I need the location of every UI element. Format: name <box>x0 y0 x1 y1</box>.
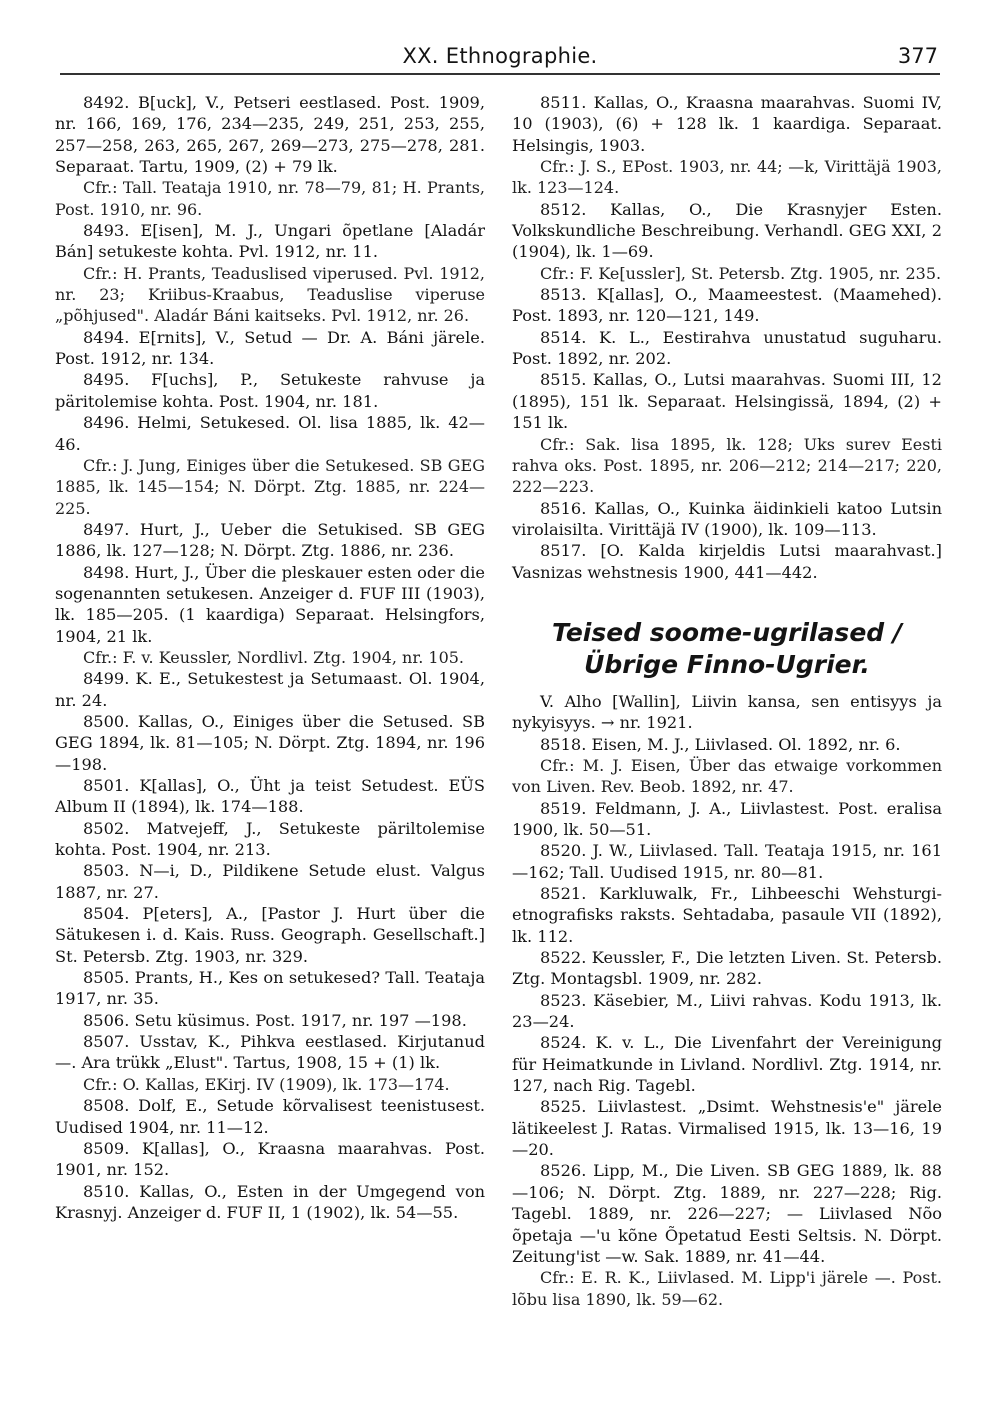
cross-reference: Cfr.: F. v. Keussler, Nordlivl. Ztg. 1904, nr. 105. <box>83 647 465 667</box>
cross-reference: Cfr.: E. R. K., Liivlased. M. Lipp'i järele —. Post. lõbu lisa 1890, lk. 59—62. <box>512 1268 942 1309</box>
bibliography-entry: 8502. Matvejeff, J., Setukeste päriltolemise kohta. Post. 1904, nr. 213. <box>55 818 485 860</box>
bibliography-entry: 8523. Käsebier, M., Liivi rahvas. Kodu 1913, lk. 23—24. <box>512 990 942 1032</box>
bibliography-entry: 8494. E[rnits], V., Setud — Dr. A. Báni järele. Post. 1912, nr. 134. <box>55 327 485 369</box>
cross-reference: Cfr.: Tall. Teataja 1910, nr. 78—79, 81; H. Prants, Post. 1910, nr. 96. <box>55 178 485 219</box>
bibliography-entry: 8521. Karkluwalk, Fr., Lihbeeschi Wehsturgi-etnografisks raksts. Sehtadaba, pasaule VII (1892), lk. 112. <box>512 884 942 946</box>
page-number: 377 <box>897 44 938 68</box>
bibliography-entry: 8509. K[allas], O., Kraasna maarahvas. Post. 1901, nr. 152. <box>55 1138 485 1180</box>
bibliography-entry: 8503. N—i, D., Pildikene Setude elust. Valgus 1887, nr. 27. <box>55 861 485 902</box>
bibliography-entry: 8522. Keussler, F., Die letzten Liven. St. Petersb. Ztg. Montagsbl. 1909, nr. 282. <box>512 948 942 989</box>
bibliography-entry: 8493. E[isen], M. J., Ungari õpetlane [Aladár Bán] setukeste kohta. Pvl. 1912, nr. 11. <box>55 221 485 262</box>
bibliography-entry: 8505. Prants, H., Kes on setukesed? Tall. Teataja 1917, nr. 35. <box>55 968 485 1009</box>
bibliography-entry: 8504. P[eters], A., [Pastor J. Hurt über die Sätukesen i. d. Kais. Russ. Geograph. Gesellschaft.] St. Petersb. Ztg. 1903, nr. 329. <box>55 904 485 966</box>
bibliography-entry: 8497. Hurt, J., Ueber die Setukised. SB GEG 1886, lk. 127—128; N. Dörpt. Ztg. 1886, nr. 236. <box>55 519 485 561</box>
bibliography-entry: 8517. [O. Kalda kirjeldis Lutsi maarahvast.] Vasnizas wehstnesis 1900, 441—442. <box>512 541 942 582</box>
bibliography-entry: 8516. Kallas, O., Kuinka äidinkieli katoo Lutsin virolaisilta. Virittäjä IV (1900), lk. 109—113. <box>512 498 942 539</box>
header-rule <box>60 73 940 75</box>
bibliography-entry: 8520. J. W., Liivlased. Tall. Teataja 1915, nr. 161—162; Tall. Uudised 1915, nr. 80—81. <box>512 841 942 882</box>
bibliography-entry: 8524. K. v. L., Die Livenfahrt der Vereinigung für Heimatkunde in Livland. Nordlivl. Ztg. 1914, nr. 127, nach Rig. Tagebl. <box>512 1033 942 1096</box>
bibliography-entry: 8495. F[uchs], P., Setukeste rahvuse ja päritolemise kohta. Post. 1904, nr. 181. <box>55 370 485 411</box>
bibliography-entry: 8492. B[uck], V., Petseri eestlased. Post. 1909, nr. 166, 169, 176, 234—235, 249, 251, 253, 255, 257—258, 263, 265, 267, 269—273, 275—278, 281. Separaat. Tartu, 1909, (2) + 79 lk. <box>55 93 485 177</box>
bibliography-entry: 8526. Lipp, M., Die Liven. SB GEG 1889, lk. 88—106; N. Dörpt. Ztg. 1889, nr. 227—228; Rig. Tagebl. 1889, nr. 226—227; — Liivlased Nõo õpetaja —'u kõne Õpetatud Eesti Seltsis. N. Dörpt. Zeitung'ist —w. Sak. 1889, nr. 41—44. <box>512 1161 942 1266</box>
bibliography-entry: 8512. Kallas, O., Die Krasnyjer Esten. Volkskundliche Beschreibung. Verhandl. GEG XXI, 2 (1904), lk. 1—69. <box>512 199 942 262</box>
running-head: XX. Ethnographie. <box>402 44 598 68</box>
bibliography-entry: 8513. K[allas], O., Maameestest. (Maamehed). Post. 1893, nr. 120—121, 149. <box>512 285 942 326</box>
cross-reference: Cfr.: H. Prants, Teaduslised viperused. Pvl. 1912, nr. 23; Kriibus-Kraabus, Teaduslise viperuse „põhjused". Aladár Báni kaitseks. Pvl. 1912, nr. 26. <box>55 263 485 326</box>
cross-reference: Cfr.: F. Ke[ussler], St. Petersb. Ztg. 1905, nr. 235. <box>540 263 942 283</box>
left-column <box>55 92 485 1223</box>
bibliography-entry: 8501. K[allas], O., Üht ja teist Setudest. EÜS Album II (1894), lk. 174—188. <box>55 776 485 817</box>
bibliography-entry: 8506. Setu küsimus. Post. 1917, nr. 197 —198. <box>83 1010 467 1030</box>
bibliography-entry: 8499. K. E., Setukestest ja Setumaast. Ol. 1904, nr. 24. <box>55 669 485 710</box>
page-header <box>60 40 940 74</box>
cross-reference: Cfr.: O. Kallas, EKirj. IV (1909), lk. 173—174. <box>83 1074 450 1094</box>
bibliography-entry: 8515. Kallas, O., Lutsi maarahvas. Suomi III, 12 (1895), 151 lk. Separaat. Helsingissä, 1894, (2) + 151 lk. <box>512 370 942 433</box>
right-column <box>512 92 942 1310</box>
bibliography-entry: 8496. Helmi, Setukesed. Ol. lisa 1885, lk. 42—46. <box>55 413 485 454</box>
section-heading: Teised soome-ugrilased / Übrige Finno-Ugrier. <box>552 617 902 679</box>
cross-reference: Cfr.: M. J. Eisen, Über das etwaige vorkommen von Liven. Rev. Beob. 1892, nr. 47. <box>512 755 942 797</box>
bibliography-entry: 8500. Kallas, O., Einiges über die Setused. SB GEG 1894, lk. 81—105; N. Dörpt. Ztg. 1894, nr. 196—198. <box>55 711 485 774</box>
bibliography-entry: 8510. Kallas, O., Esten in der Umgegend von Krasnyj. Anzeiger d. FUF II, 1 (1902), lk. 54—55. <box>55 1181 485 1222</box>
cross-reference: Cfr.: J. Jung, Einiges über die Setukesed. SB GEG 1885, lk. 145—154; N. Dörpt. Ztg. 1885, nr. 224—225. <box>55 455 485 518</box>
bibliography-entry: 8514. K. L., Eestirahva unustatud suguharu. Post. 1892, nr. 202. <box>512 327 942 369</box>
bibliography-entry: 8507. Usstav, K., Pihkva eestlased. Kirjutanud —. Ara trükk „Elust". Tartus, 1908, 15 + (1) lk. <box>55 1032 485 1073</box>
cross-reference: Cfr.: J. S., EPost. 1903, nr. 44; —k, Virittäjä 1903, lk. 123—124. <box>512 157 942 198</box>
bibliography-entry: 8519. Feldmann, J. A., Liivlastest. Post. eralisa 1900, lk. 50—51. <box>512 798 942 839</box>
cross-reference: Cfr.: Sak. lisa 1895, lk. 128; Uks surev Eesti rahva oks. Post. 1895, nr. 206—212; 214—217; 220, 222—223. <box>512 434 942 497</box>
bibliography-entry: 8525. Liivlastest. „Dsimt. Wehstnesis'e" järele lätikeelest J. Ratas. Virmalised 1915, lk. 13—16, 19—20. <box>512 1097 942 1160</box>
bibliography-entry: V. Alho [Wallin], Liivin kansa, sen entisyys ja nykyisyys. → nr. 1921. <box>512 691 942 733</box>
bibliography-entry: 8518. Eisen, M. J., Liivlased. Ol. 1892, nr. 6. <box>540 734 901 754</box>
bibliography-entry: 8498. Hurt, J., Über die pleskauer esten oder die sogenannten setukesen. Anzeiger d. FUF III (1903), lk. 185—205. (1 kaardiga) Separaat. Helsingfors, 1904, 21 lk. <box>55 562 485 646</box>
bibliography-entry: 8511. Kallas, O., Kraasna maarahvas. Suomi IV, 10 (1903), (6) + 128 lk. 1 kaardiga. Separaat. Helsingis, 1903. <box>512 93 942 155</box>
bibliography-entry: 8508. Dolf, E., Setude kõrvalisest teenistusest. Uudised 1904, nr. 11—12. <box>55 1096 485 1137</box>
